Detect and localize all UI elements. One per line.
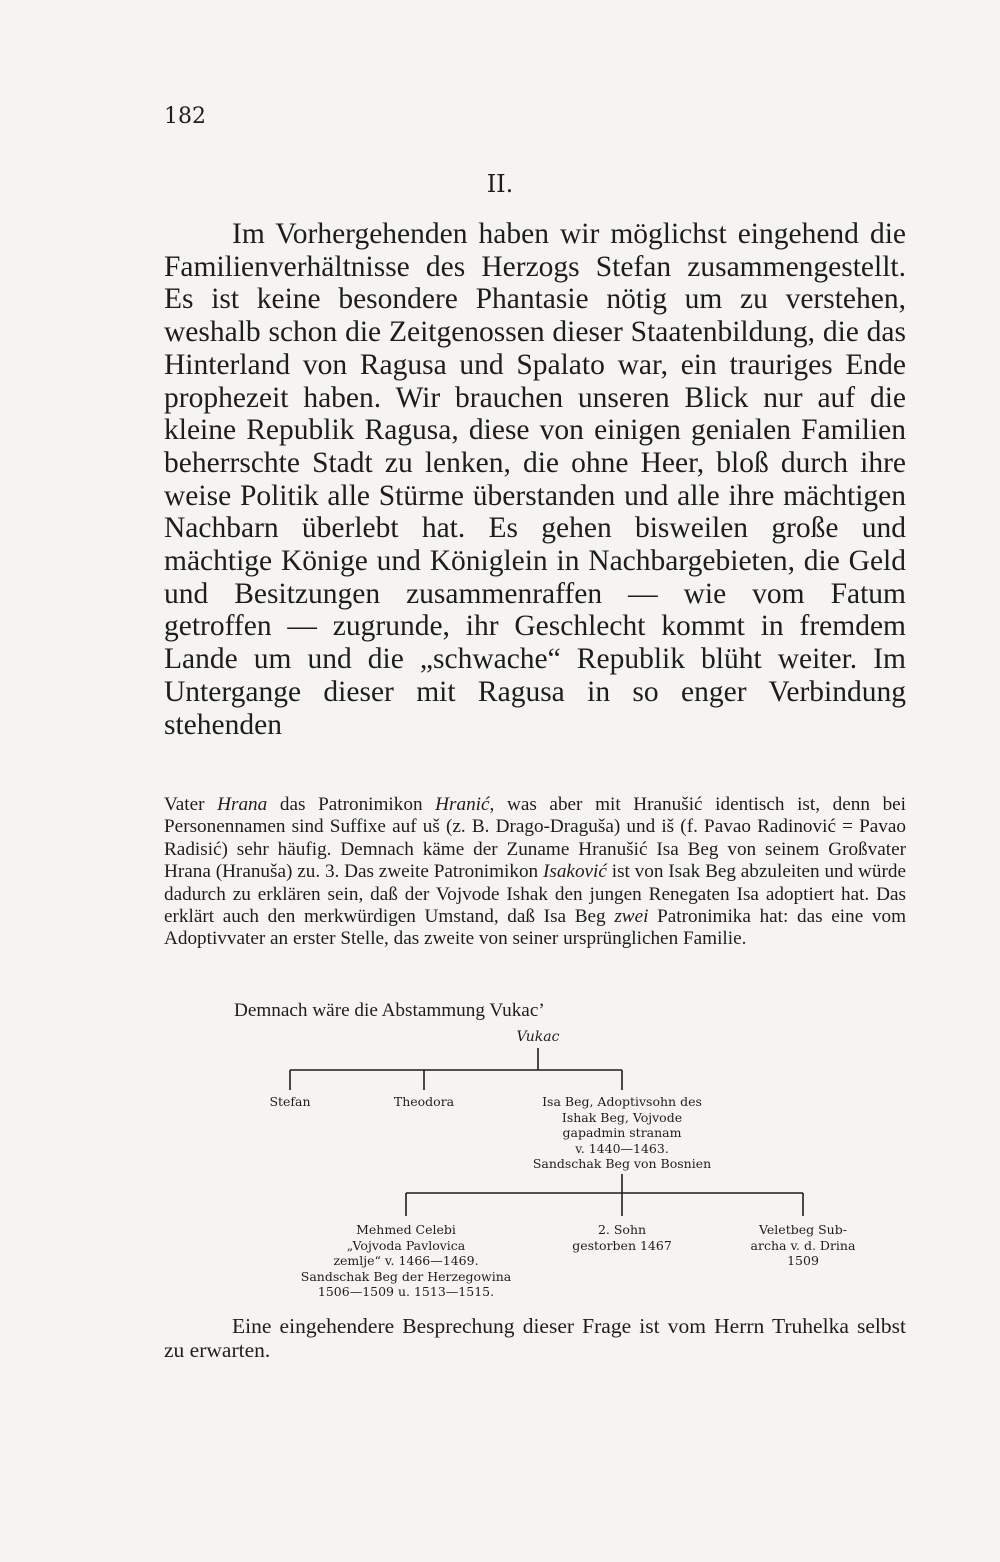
sohn-line: 2. Sohn xyxy=(597,1222,647,1237)
page-number: 182 xyxy=(164,104,206,129)
footnote-name-hranic: Hranić xyxy=(435,794,490,815)
mehmed-line: „Vojvoda Pavlovica xyxy=(346,1237,466,1253)
mehmed-line: zemlje“ v. 1466—1469. xyxy=(333,1253,479,1268)
isa-line: Sandschak Beg von Bosnien xyxy=(532,1156,712,1171)
veletbeg-line: 1509 xyxy=(787,1253,819,1268)
sohn-line: gestorben 1467 xyxy=(572,1237,672,1253)
footnote-name-hrana: Hrana xyxy=(217,794,268,815)
footnote-name-isakovic: Isaković xyxy=(542,861,607,883)
tree-node-mehmed-celebi xyxy=(266,1222,546,1300)
isa-line: Ishak Beg, Vojvode xyxy=(561,1109,683,1125)
footnote-text: Vater xyxy=(164,794,218,815)
footnote-text: ist von Isak Beg abzuleiten und würde dadurch zu erklären sein, daß der Vojvode Ishak den jungen Renegaten Isa adoptiert hat. Das erklärt auch den merkwürdigen Umstand, daß Isa Beg xyxy=(164,861,906,928)
mehmed-line: 1506—1509 u. 1513—1515. xyxy=(317,1284,495,1299)
veletbeg-line: archa v. d. Drina xyxy=(750,1237,856,1253)
tree-node-veletbeg xyxy=(733,1222,873,1269)
tree-node-theodora: Theodora xyxy=(393,1094,455,1109)
veletbeg-line: Veletbeg Sub- xyxy=(759,1222,847,1237)
tree-node-vukac: Vukac xyxy=(516,1029,560,1045)
isa-line: gapadmin stranam xyxy=(562,1125,682,1140)
tree-node-stefan: Stefan xyxy=(269,1094,311,1109)
main-paragraph: Im Vorhergehenden haben wir möglichst eingehend die Familienverhältnisse des Herzogs Stefan zusammengestellt. Es ist keine besondere Phantasie nötig um zu verstehen, weshalb schon die Zeitgenossen dieser Staatenbildung, die das Hinterland von Ragusa und Spalato war, ein trauriges Ende prophezeit haben. Wir brauchen unseren Blick nur auf die kleine Republik Ragusa, diese von einigen genialen Familien beherrschte Stadt zu lenken, die ohne Heer, bloß durch ihre weise Politik alle Stürme überstanden und alle ihre mächtigen Nachbarn überlebt hat. Es gehen bisweilen große und mächtige Könige und Königlein in Nachbargebieten, die Geld und Besitzungen zusammenraffen — wie vom Fatum getroffen — zugrunde, ihr Geschlecht kommt in fremdem Lande um und die „schwache“ Republik blüht weiter. Im Untergange dieser mit Ragusa in so enger Verbindung stehenden xyxy=(164,218,906,741)
footnote-text: das Patronimikon xyxy=(267,794,436,815)
isa-line: Isa Beg, Adoptivsohn des xyxy=(542,1094,702,1109)
closing-paragraph: Eine eingehendere Besprechung dieser Frage ist vom Herrn Truhelka selbst zu erwarten. xyxy=(164,1314,906,1362)
family-tree-intro: Demnach wäre die Abstammung Vukac’ xyxy=(234,1000,545,1021)
section-heading: II. xyxy=(486,170,514,198)
isa-line: v. 1440—1463. xyxy=(575,1140,669,1156)
tree-node-second-son xyxy=(552,1222,692,1253)
tree-node-isa-beg xyxy=(492,1094,752,1172)
footnote-word-zwei: zwei xyxy=(614,906,649,928)
mehmed-line: Sandschak Beg der Herzegowina xyxy=(300,1268,512,1284)
mehmed-line: Mehmed Celebi xyxy=(356,1222,456,1237)
footnote-text: Patronimika hat: das eine vom Adoptivvater an erster Stelle, das zweite von seiner ursprünglichen Familie. xyxy=(164,906,906,950)
footnote-text: , was aber mit Hranušić identisch ist, denn bei Personennamen sind Suffixe auf uš (z. B. Drago-Draguša) und iš (f. Pavao Radinović = Pavao Radisić) sehr häufig. Demnach käme der Zuname Hranušić Isa Beg von seinem Großvater Hrana (Hranuša) zu. 3. Das zweite Patronimikon xyxy=(164,794,907,883)
